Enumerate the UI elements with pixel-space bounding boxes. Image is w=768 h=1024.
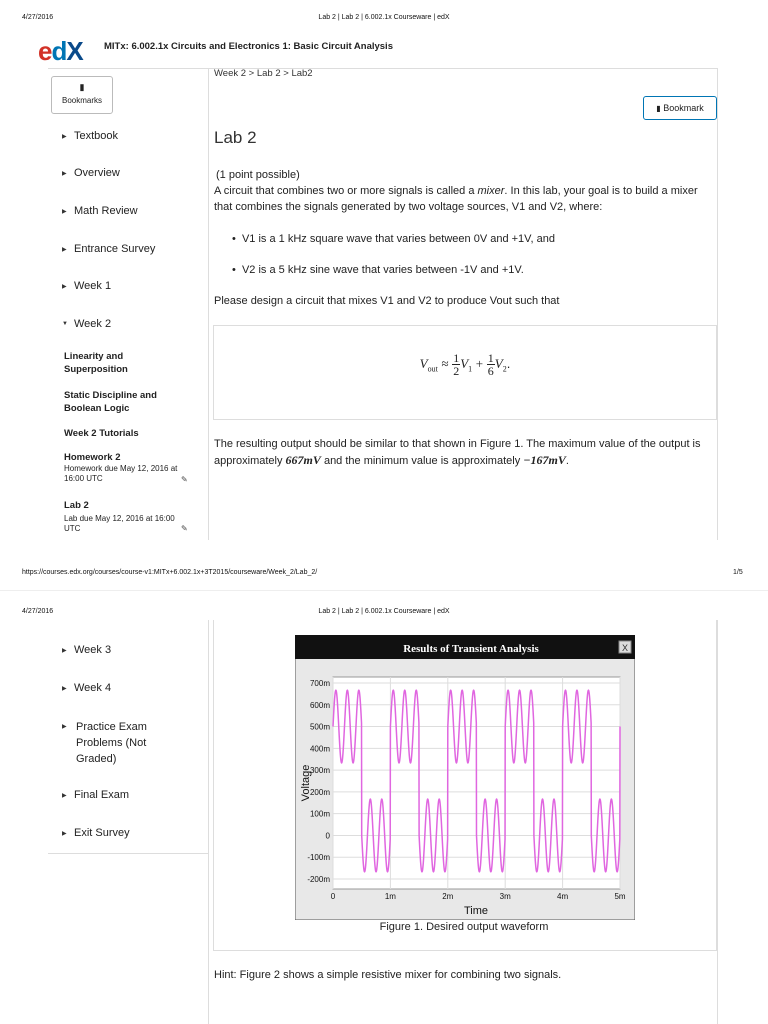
sidebar-divider: [208, 68, 209, 540]
y-tick-label: 400m: [309, 744, 330, 754]
y-tick-label: 500m: [309, 722, 330, 732]
x-tick-label: 1m: [384, 892, 396, 901]
points-possible: (1 point possible): [216, 169, 300, 181]
x-tick-label: 3m: [499, 892, 511, 901]
subsection-static-discipline[interactable]: Static Discipline and Boolean Logic: [64, 390, 157, 414]
page-heading: Lab 2: [214, 128, 257, 147]
y-tick-label: 600m: [309, 700, 330, 710]
sidebar-bottom-divider: [48, 853, 208, 854]
print-title: Lab 2 | Lab 2 | 6.002.1x Courseware | edX: [318, 14, 450, 21]
sidebar-divider: [208, 620, 209, 1024]
y-axis-label: Voltage: [300, 764, 312, 802]
course-title: MITx: 6.002.1x Circuits and Electronics 1: Basic Circuit Analysis: [104, 41, 393, 52]
homework-2-due: Homework due May 12, 2016 at 16:00 UTC: [64, 464, 178, 483]
vout-equation: $V_{out}$ ≈ $\frac{1}{2}$ $V_1$ + $\frac{1}{6}$ $V_2$.: [419, 351, 511, 378]
x-axis-label: Time: [463, 905, 489, 917]
intro-paragraph: A circuit that combines two or more signals is called a mixer. In this lab, your goal is to build a mixer that combines the signals generated by two voltage sources, V1 and V2, where:: [214, 185, 698, 213]
nav-math-review[interactable]: ▶ Math Review: [62, 205, 138, 217]
breadcrumb[interactable]: Week 2 > Lab 2 > Lab2: [214, 68, 313, 79]
content-right-border: [717, 68, 718, 540]
subsection-week2-tutorials[interactable]: Week 2 Tutorials: [64, 428, 139, 439]
bookmark-icon: ▮: [79, 82, 85, 92]
y-tick-label: 300m: [309, 766, 330, 776]
transient-analysis-chart: [295, 635, 635, 920]
nav-week-3[interactable]: ▶ Week 3: [62, 644, 112, 656]
chart-title: Results of Transient Analysis: [403, 643, 539, 655]
bookmarks-button[interactable]: [51, 76, 113, 114]
print-title: Lab 2 | Lab 2 | 6.002.1x Courseware | edX: [318, 608, 450, 615]
subsection-linearity[interactable]: Linearity and Superposition: [64, 351, 128, 375]
nav-entrance-survey[interactable]: ▶ Entrance Survey: [62, 243, 156, 255]
y-tick-label: 700m: [309, 679, 330, 688]
close-icon[interactable]: X: [621, 643, 629, 653]
y-tick-label: -200m: [307, 875, 330, 884]
x-tick-label: 2m: [442, 892, 454, 901]
subsection-homework-2[interactable]: Homework 2: [64, 452, 121, 463]
nav-final-exam[interactable]: ▶ Final Exam: [62, 789, 130, 801]
hint-text: Hint: Figure 2 shows a simple resistive mixer for combining two signals.: [214, 969, 562, 981]
y-tick-label: -100m: [307, 853, 330, 863]
nav-textbook[interactable]: ▶ Textbook: [62, 130, 119, 142]
edit-icon: ✎: [181, 524, 188, 533]
lab-2-due: Lab due May 12, 2016 at 16:00 UTC: [64, 514, 175, 533]
nav-week-1[interactable]: ▶ Week 1: [62, 280, 112, 292]
print-date: 4/27/2016: [22, 14, 54, 21]
nav-practice-exam[interactable]: ▶ Practice Exam Problems (Not Graded): [62, 721, 147, 765]
result-paragraph: The resulting output should be similar to that shown in Figure 1. The maximum value of the output is approximately 667mV and the minimum value is approximately −167mV.: [214, 438, 701, 467]
edit-icon: ✎: [181, 475, 188, 484]
page-break: [0, 590, 768, 591]
content-right-border: [717, 620, 718, 1024]
x-tick-label: 4m: [557, 892, 569, 901]
x-tick-label: 0: [330, 892, 336, 901]
bookmark-icon: ▮: [656, 104, 661, 113]
y-tick-label: 100m: [309, 809, 330, 819]
print-url: https://courses.edx.org/courses/course-v1:MITx+6.002.1x+3T2015/courseware/Week_2/Lab_2/: [22, 569, 318, 576]
nav-overview[interactable]: ▶ Overview: [62, 167, 120, 179]
y-tick-label: 200m: [309, 787, 330, 797]
bookmark-page-button[interactable]: [643, 96, 717, 120]
print-date: 4/27/2016: [22, 608, 54, 615]
nav-week-4[interactable]: ▶ Week 4: [62, 682, 112, 694]
x-tick-label: 5m: [614, 892, 626, 901]
design-text: Please design a circuit that mixes V1 and V2 to produce Vout such that: [214, 295, 560, 307]
equation-box: [213, 325, 717, 420]
bookmarks-label: Bookmarks: [61, 96, 102, 105]
bullet-v1: • V1 is a 1 kHz square wave that varies between 0V and +1V, and: [232, 233, 555, 245]
figure-caption: Figure 1. Desired output waveform: [379, 921, 549, 933]
header-divider: [48, 68, 718, 69]
nav-exit-survey[interactable]: ▶ Exit Survey: [62, 827, 130, 839]
bookmark-page-label: Bookmark: [663, 103, 704, 113]
subsection-lab-2[interactable]: Lab 2: [64, 500, 89, 511]
print-page-number: 1/5: [733, 569, 743, 576]
edx-logo[interactable]: edX: [38, 36, 83, 66]
y-tick-label: 0: [325, 831, 330, 841]
nav-week-2[interactable]: ▼ Week 2: [62, 318, 112, 330]
bullet-v2: • V2 is a 5 kHz sine wave that varies between -1V and +1V.: [232, 264, 524, 276]
